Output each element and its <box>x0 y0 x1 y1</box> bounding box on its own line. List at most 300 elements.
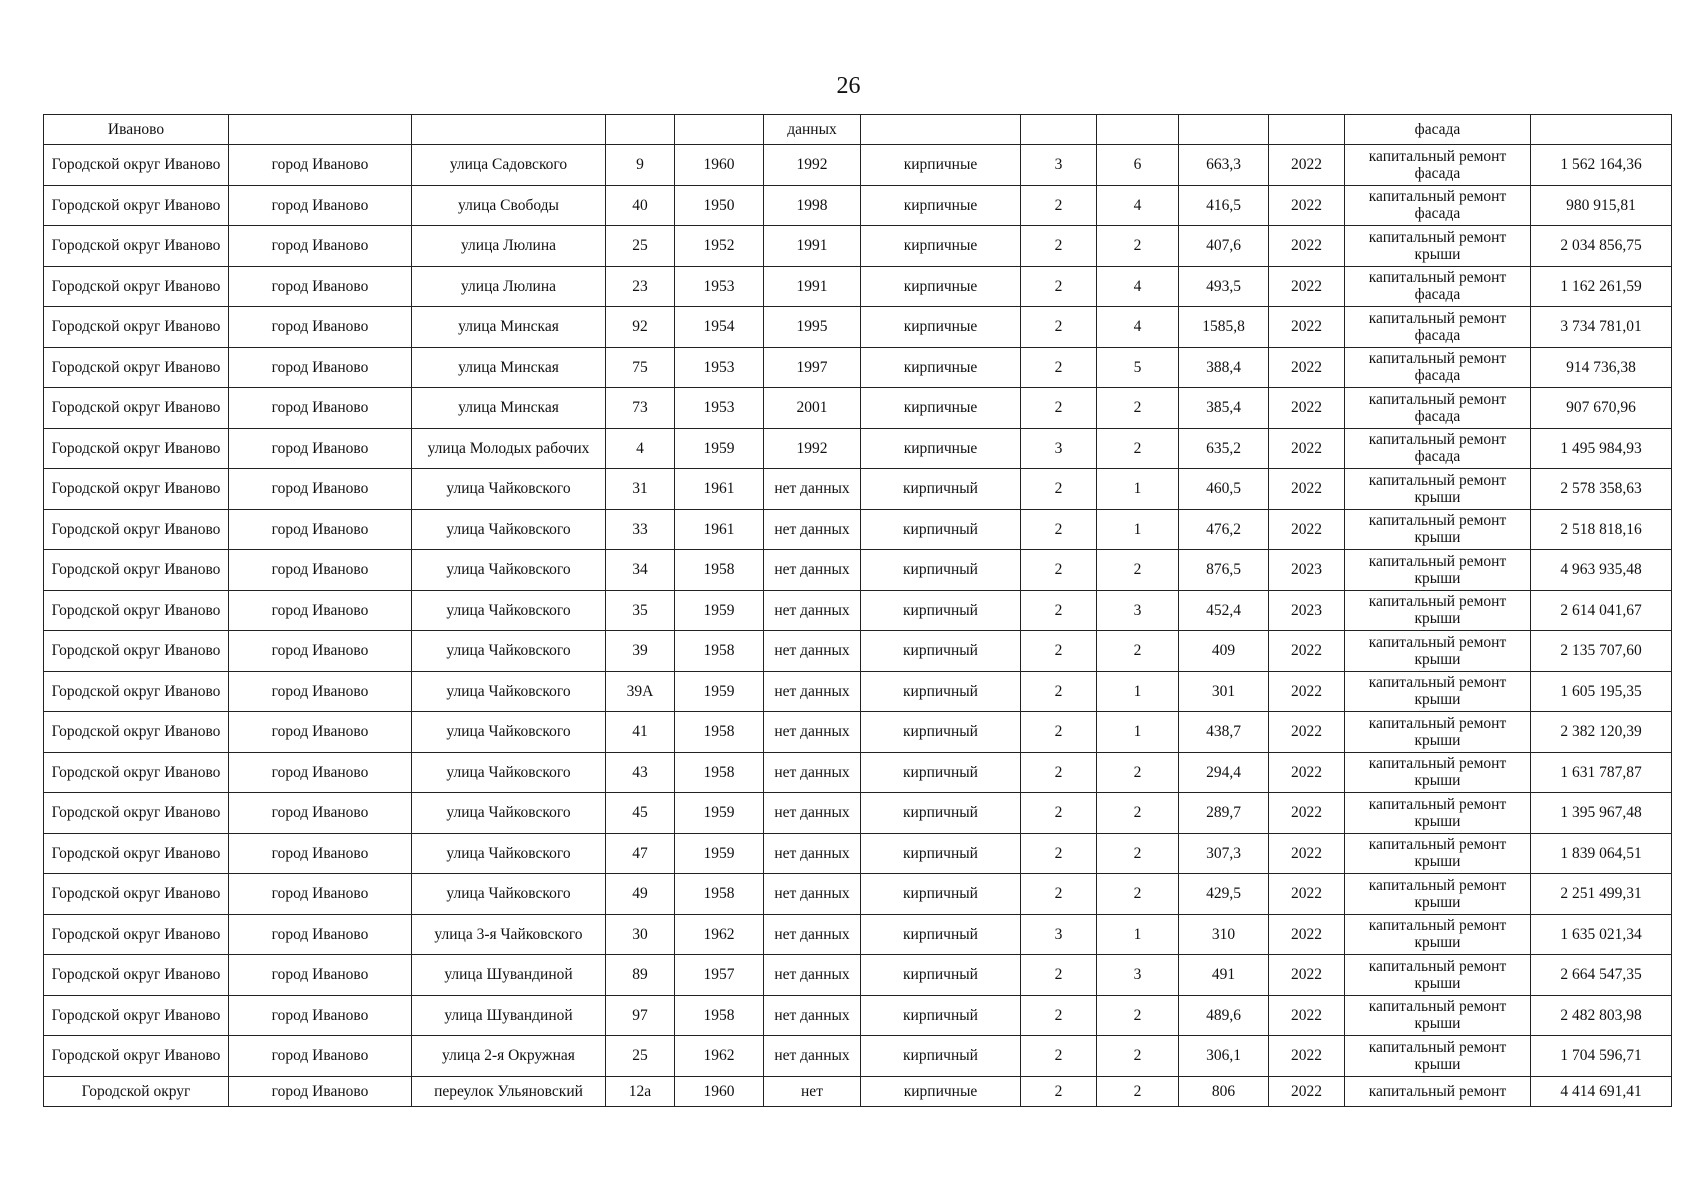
municipality-cell: Городской округ Иваново <box>44 469 229 510</box>
last-repair-year-cell: нет данных <box>764 631 861 672</box>
entrances-cell: 2 <box>1097 428 1179 469</box>
last-repair-year-cell: нет данных <box>764 509 861 550</box>
cost-cell: 2 614 041,67 <box>1531 590 1672 631</box>
work-type-cell: капитальный ремонт фасада <box>1345 266 1531 307</box>
construction-year-cell: 1958 <box>675 752 764 793</box>
construction-year-cell: 1950 <box>675 185 764 226</box>
last-repair-year-cell: нет данных <box>764 550 861 591</box>
planned-year-cell: 2022 <box>1269 226 1345 267</box>
floors-cell: 2 <box>1021 712 1097 753</box>
street-cell: улица Чайковского <box>412 712 606 753</box>
entrances-cell: 2 <box>1097 1076 1179 1106</box>
cost-cell: 1 839 064,51 <box>1531 833 1672 874</box>
wall-material-cell: кирпичные <box>861 226 1021 267</box>
last-repair-year-cell: нет данных <box>764 833 861 874</box>
municipality-cell: Городской округ <box>44 1076 229 1106</box>
wall-material-cell: кирпичный <box>861 712 1021 753</box>
wall-material-cell: кирпичные <box>861 347 1021 388</box>
cost-cell: 4 414 691,41 <box>1531 1076 1672 1106</box>
street-cell: улица Чайковского <box>412 793 606 834</box>
area-cell: 491 <box>1179 955 1269 996</box>
table-body <box>44 115 1672 1107</box>
floors-cell: 2 <box>1021 266 1097 307</box>
settlement-cell: город Иваново <box>229 185 412 226</box>
area-cell: 876,5 <box>1179 550 1269 591</box>
work-type-cell: капитальный ремонт крыши <box>1345 752 1531 793</box>
cost-cell: 2 482 803,98 <box>1531 995 1672 1036</box>
work-type-cell: капитальный ремонт крыши <box>1345 671 1531 712</box>
entrances-cell: 2 <box>1097 388 1179 429</box>
municipality-cell: Городской округ Иваново <box>44 671 229 712</box>
area-cell: 1585,8 <box>1179 307 1269 348</box>
last-repair-year-cell: 2001 <box>764 388 861 429</box>
entrances-cell: 2 <box>1097 1036 1179 1077</box>
planned-year-cell: 2022 <box>1269 712 1345 753</box>
cost-cell: 2 664 547,35 <box>1531 955 1672 996</box>
cost-cell: 2 518 818,16 <box>1531 509 1672 550</box>
wall-material-cell: кирпичный <box>861 793 1021 834</box>
last-repair-year-cell: 1991 <box>764 266 861 307</box>
table-row-partial <box>44 1076 1672 1106</box>
cost-cell: 2 034 856,75 <box>1531 226 1672 267</box>
last-repair-year-cell: данных <box>764 115 861 145</box>
area-cell: 388,4 <box>1179 347 1269 388</box>
table-row <box>44 550 1672 591</box>
area-cell: 460,5 <box>1179 469 1269 510</box>
work-type-cell: капитальный ремонт крыши <box>1345 469 1531 510</box>
house-number-cell: 92 <box>606 307 675 348</box>
entrances-cell: 2 <box>1097 874 1179 915</box>
street-cell: улица Чайковского <box>412 509 606 550</box>
street-cell: улица Чайковского <box>412 590 606 631</box>
cost-cell: 1 395 967,48 <box>1531 793 1672 834</box>
settlement-cell <box>229 115 412 145</box>
municipality-cell: Городской округ Иваново <box>44 712 229 753</box>
planned-year-cell: 2022 <box>1269 1036 1345 1077</box>
entrances-cell <box>1097 115 1179 145</box>
cost-cell: 4 963 935,48 <box>1531 550 1672 591</box>
construction-year-cell: 1958 <box>675 995 764 1036</box>
table-row <box>44 307 1672 348</box>
house-number-cell: 34 <box>606 550 675 591</box>
house-number-cell: 4 <box>606 428 675 469</box>
last-repair-year-cell: нет данных <box>764 874 861 915</box>
entrances-cell: 1 <box>1097 671 1179 712</box>
settlement-cell: город Иваново <box>229 793 412 834</box>
floors-cell: 2 <box>1021 388 1097 429</box>
wall-material-cell: кирпичный <box>861 469 1021 510</box>
municipality-cell: Городской округ Иваново <box>44 1036 229 1077</box>
construction-year-cell: 1960 <box>675 1076 764 1106</box>
settlement-cell: город Иваново <box>229 995 412 1036</box>
area-cell: 289,7 <box>1179 793 1269 834</box>
settlement-cell: город Иваново <box>229 631 412 672</box>
work-type-cell: капитальный ремонт крыши <box>1345 226 1531 267</box>
house-number-cell: 73 <box>606 388 675 429</box>
table-row <box>44 955 1672 996</box>
wall-material-cell: кирпичный <box>861 631 1021 672</box>
wall-material-cell: кирпичные <box>861 185 1021 226</box>
street-cell: улица Минская <box>412 347 606 388</box>
area-cell: 306,1 <box>1179 1036 1269 1077</box>
work-type-cell: капитальный ремонт крыши <box>1345 833 1531 874</box>
floors-cell: 3 <box>1021 914 1097 955</box>
entrances-cell: 3 <box>1097 590 1179 631</box>
street-cell: улица Шувандиной <box>412 995 606 1036</box>
planned-year-cell: 2022 <box>1269 671 1345 712</box>
last-repair-year-cell: 1997 <box>764 347 861 388</box>
house-number-cell: 23 <box>606 266 675 307</box>
planned-year-cell: 2022 <box>1269 793 1345 834</box>
planned-year-cell: 2022 <box>1269 1076 1345 1106</box>
wall-material-cell: кирпичный <box>861 550 1021 591</box>
municipality-cell: Городской округ Иваново <box>44 307 229 348</box>
settlement-cell: город Иваново <box>229 550 412 591</box>
entrances-cell: 4 <box>1097 266 1179 307</box>
municipality-cell: Городской округ Иваново <box>44 955 229 996</box>
last-repair-year-cell: нет данных <box>764 1036 861 1077</box>
continued-row <box>44 115 1672 145</box>
table-row <box>44 752 1672 793</box>
municipality-cell: Городской округ Иваново <box>44 752 229 793</box>
floors-cell: 2 <box>1021 874 1097 915</box>
last-repair-year-cell: нет данных <box>764 793 861 834</box>
entrances-cell: 2 <box>1097 631 1179 672</box>
street-cell: улица Чайковского <box>412 550 606 591</box>
cost-cell: 1 562 164,36 <box>1531 145 1672 186</box>
house-number-cell: 33 <box>606 509 675 550</box>
work-type-cell: капитальный ремонт крыши <box>1345 874 1531 915</box>
cost-cell: 1 631 787,87 <box>1531 752 1672 793</box>
table-row <box>44 1036 1672 1077</box>
work-type-cell: капитальный ремонт крыши <box>1345 995 1531 1036</box>
last-repair-year-cell: нет данных <box>764 914 861 955</box>
municipality-cell: Городской округ Иваново <box>44 914 229 955</box>
work-type-cell: капитальный ремонт крыши <box>1345 955 1531 996</box>
construction-year-cell: 1959 <box>675 428 764 469</box>
street-cell: улица Чайковского <box>412 752 606 793</box>
house-number-cell: 25 <box>606 1036 675 1077</box>
municipality-cell: Городской округ Иваново <box>44 226 229 267</box>
area-cell <box>1179 115 1269 145</box>
house-number-cell: 49 <box>606 874 675 915</box>
wall-material-cell: кирпичные <box>861 145 1021 186</box>
construction-year-cell: 1953 <box>675 266 764 307</box>
house-number-cell <box>606 115 675 145</box>
street-cell: улица 2-я Окружная <box>412 1036 606 1077</box>
settlement-cell: город Иваново <box>229 428 412 469</box>
entrances-cell: 1 <box>1097 469 1179 510</box>
municipality-cell: Городской округ Иваново <box>44 793 229 834</box>
settlement-cell: город Иваново <box>229 874 412 915</box>
last-repair-year-cell: нет данных <box>764 752 861 793</box>
table-row <box>44 145 1672 186</box>
cost-cell: 914 736,38 <box>1531 347 1672 388</box>
cost-cell: 1 605 195,35 <box>1531 671 1672 712</box>
work-type-cell: капитальный ремонт <box>1345 1076 1531 1106</box>
area-cell: 294,4 <box>1179 752 1269 793</box>
settlement-cell: город Иваново <box>229 1076 412 1106</box>
house-number-cell: 45 <box>606 793 675 834</box>
planned-year-cell: 2022 <box>1269 347 1345 388</box>
construction-year-cell: 1954 <box>675 307 764 348</box>
planned-year-cell: 2022 <box>1269 428 1345 469</box>
wall-material-cell <box>861 115 1021 145</box>
municipality-cell: Городской округ Иваново <box>44 428 229 469</box>
wall-material-cell: кирпичный <box>861 914 1021 955</box>
planned-year-cell: 2022 <box>1269 185 1345 226</box>
cost-cell: 1 162 261,59 <box>1531 266 1672 307</box>
entrances-cell: 1 <box>1097 509 1179 550</box>
page-number: 26 <box>836 73 861 99</box>
table-row <box>44 469 1672 510</box>
area-cell: 452,4 <box>1179 590 1269 631</box>
floors-cell: 2 <box>1021 1076 1097 1106</box>
area-cell: 476,2 <box>1179 509 1269 550</box>
floors-cell: 2 <box>1021 955 1097 996</box>
municipality-cell: Городской округ Иваново <box>44 995 229 1036</box>
house-number-cell: 9 <box>606 145 675 186</box>
work-type-cell: капитальный ремонт крыши <box>1345 914 1531 955</box>
municipality-cell: Городской округ Иваново <box>44 590 229 631</box>
wall-material-cell: кирпичный <box>861 752 1021 793</box>
wall-material-cell: кирпичные <box>861 307 1021 348</box>
entrances-cell: 2 <box>1097 226 1179 267</box>
work-type-cell: капитальный ремонт крыши <box>1345 550 1531 591</box>
planned-year-cell: 2022 <box>1269 145 1345 186</box>
house-number-cell: 12а <box>606 1076 675 1106</box>
street-cell: улица Шувандиной <box>412 955 606 996</box>
cost-cell <box>1531 115 1672 145</box>
street-cell: улица Люлина <box>412 226 606 267</box>
floors-cell: 2 <box>1021 347 1097 388</box>
construction-year-cell <box>675 115 764 145</box>
last-repair-year-cell: нет данных <box>764 671 861 712</box>
planned-year-cell: 2022 <box>1269 631 1345 672</box>
settlement-cell: город Иваново <box>229 712 412 753</box>
work-type-cell: капитальный ремонт фасада <box>1345 347 1531 388</box>
construction-year-cell: 1959 <box>675 671 764 712</box>
house-number-cell: 39 <box>606 631 675 672</box>
planned-year-cell: 2022 <box>1269 914 1345 955</box>
work-type-cell: капитальный ремонт крыши <box>1345 793 1531 834</box>
floors-cell: 2 <box>1021 995 1097 1036</box>
cost-cell: 2 251 499,31 <box>1531 874 1672 915</box>
floors-cell: 2 <box>1021 793 1097 834</box>
work-type-cell: капитальный ремонт фасада <box>1345 307 1531 348</box>
floors-cell <box>1021 115 1097 145</box>
construction-year-cell: 1959 <box>675 833 764 874</box>
last-repair-year-cell: 1992 <box>764 145 861 186</box>
street-cell <box>412 115 606 145</box>
cost-cell: 2 382 120,39 <box>1531 712 1672 753</box>
wall-material-cell: кирпичный <box>861 955 1021 996</box>
entrances-cell: 6 <box>1097 145 1179 186</box>
last-repair-year-cell: 1995 <box>764 307 861 348</box>
housing-registry-table <box>43 114 1672 1107</box>
municipality-cell: Городской округ Иваново <box>44 185 229 226</box>
wall-material-cell: кирпичный <box>861 995 1021 1036</box>
planned-year-cell: 2023 <box>1269 590 1345 631</box>
municipality-cell: Городской округ Иваново <box>44 388 229 429</box>
work-type-cell: капитальный ремонт фасада <box>1345 185 1531 226</box>
construction-year-cell: 1952 <box>675 226 764 267</box>
floors-cell: 2 <box>1021 590 1097 631</box>
last-repair-year-cell: нет <box>764 1076 861 1106</box>
floors-cell: 2 <box>1021 631 1097 672</box>
street-cell: переулок Ульяновский <box>412 1076 606 1106</box>
area-cell: 438,7 <box>1179 712 1269 753</box>
area-cell: 301 <box>1179 671 1269 712</box>
planned-year-cell: 2022 <box>1269 509 1345 550</box>
construction-year-cell: 1957 <box>675 955 764 996</box>
area-cell: 307,3 <box>1179 833 1269 874</box>
settlement-cell: город Иваново <box>229 388 412 429</box>
planned-year-cell: 2023 <box>1269 550 1345 591</box>
area-cell: 385,4 <box>1179 388 1269 429</box>
entrances-cell: 2 <box>1097 833 1179 874</box>
entrances-cell: 1 <box>1097 712 1179 753</box>
entrances-cell: 2 <box>1097 550 1179 591</box>
entrances-cell: 1 <box>1097 914 1179 955</box>
entrances-cell: 3 <box>1097 955 1179 996</box>
work-type-cell: капитальный ремонт крыши <box>1345 631 1531 672</box>
settlement-cell: город Иваново <box>229 145 412 186</box>
table-row <box>44 428 1672 469</box>
last-repair-year-cell: 1992 <box>764 428 861 469</box>
street-cell: улица Молодых рабочих <box>412 428 606 469</box>
floors-cell: 2 <box>1021 185 1097 226</box>
table-row <box>44 671 1672 712</box>
municipality-cell: Городской округ Иваново <box>44 874 229 915</box>
planned-year-cell: 2022 <box>1269 307 1345 348</box>
construction-year-cell: 1958 <box>675 874 764 915</box>
table-row <box>44 590 1672 631</box>
construction-year-cell: 1961 <box>675 469 764 510</box>
municipality-cell: Городской округ Иваново <box>44 509 229 550</box>
construction-year-cell: 1962 <box>675 1036 764 1077</box>
cost-cell: 907 670,96 <box>1531 388 1672 429</box>
street-cell: улица Минская <box>412 388 606 429</box>
wall-material-cell: кирпичные <box>861 1076 1021 1106</box>
entrances-cell: 2 <box>1097 995 1179 1036</box>
house-number-cell: 97 <box>606 995 675 1036</box>
last-repair-year-cell: нет данных <box>764 712 861 753</box>
floors-cell: 3 <box>1021 428 1097 469</box>
municipality-cell: Городской округ Иваново <box>44 833 229 874</box>
street-cell: улица Люлина <box>412 266 606 307</box>
construction-year-cell: 1959 <box>675 590 764 631</box>
floors-cell: 2 <box>1021 833 1097 874</box>
settlement-cell: город Иваново <box>229 833 412 874</box>
cost-cell: 2 135 707,60 <box>1531 631 1672 672</box>
house-number-cell: 43 <box>606 752 675 793</box>
street-cell: улица Чайковского <box>412 874 606 915</box>
house-number-cell: 47 <box>606 833 675 874</box>
wall-material-cell: кирпичный <box>861 874 1021 915</box>
wall-material-cell: кирпичные <box>861 266 1021 307</box>
cost-cell: 1 704 596,71 <box>1531 1036 1672 1077</box>
house-number-cell: 40 <box>606 185 675 226</box>
street-cell: улица 3-я Чайковского <box>412 914 606 955</box>
entrances-cell: 4 <box>1097 185 1179 226</box>
floors-cell: 2 <box>1021 307 1097 348</box>
entrances-cell: 4 <box>1097 307 1179 348</box>
entrances-cell: 2 <box>1097 793 1179 834</box>
last-repair-year-cell: 1991 <box>764 226 861 267</box>
settlement-cell: город Иваново <box>229 509 412 550</box>
table-row <box>44 185 1672 226</box>
construction-year-cell: 1953 <box>675 388 764 429</box>
table-row <box>44 226 1672 267</box>
planned-year-cell: 2022 <box>1269 266 1345 307</box>
entrances-cell: 5 <box>1097 347 1179 388</box>
floors-cell: 3 <box>1021 145 1097 186</box>
work-type-cell: капитальный ремонт фасада <box>1345 145 1531 186</box>
construction-year-cell: 1959 <box>675 793 764 834</box>
entrances-cell: 2 <box>1097 752 1179 793</box>
area-cell: 635,2 <box>1179 428 1269 469</box>
table-row <box>44 388 1672 429</box>
table-row <box>44 914 1672 955</box>
last-repair-year-cell: нет данных <box>764 469 861 510</box>
work-type-cell: капитальный ремонт фасада <box>1345 388 1531 429</box>
wall-material-cell: кирпичные <box>861 428 1021 469</box>
settlement-cell: город Иваново <box>229 307 412 348</box>
work-type-cell: фасада <box>1345 115 1531 145</box>
area-cell: 493,5 <box>1179 266 1269 307</box>
wall-material-cell: кирпичный <box>861 1036 1021 1077</box>
municipality-cell: Городской округ Иваново <box>44 347 229 388</box>
cost-cell: 3 734 781,01 <box>1531 307 1672 348</box>
last-repair-year-cell: нет данных <box>764 590 861 631</box>
settlement-cell: город Иваново <box>229 266 412 307</box>
last-repair-year-cell: нет данных <box>764 995 861 1036</box>
construction-year-cell: 1960 <box>675 145 764 186</box>
house-number-cell: 89 <box>606 955 675 996</box>
table-row <box>44 833 1672 874</box>
house-number-cell: 35 <box>606 590 675 631</box>
floors-cell: 2 <box>1021 1036 1097 1077</box>
house-number-cell: 31 <box>606 469 675 510</box>
work-type-cell: капитальный ремонт фасада <box>1345 428 1531 469</box>
settlement-cell: город Иваново <box>229 671 412 712</box>
house-number-cell: 30 <box>606 914 675 955</box>
street-cell: улица Чайковского <box>412 631 606 672</box>
area-cell: 429,5 <box>1179 874 1269 915</box>
work-type-cell: капитальный ремонт крыши <box>1345 1036 1531 1077</box>
construction-year-cell: 1958 <box>675 631 764 672</box>
area-cell: 806 <box>1179 1076 1269 1106</box>
street-cell: улица Чайковского <box>412 833 606 874</box>
area-cell: 409 <box>1179 631 1269 672</box>
settlement-cell: город Иваново <box>229 1036 412 1077</box>
municipality-cell: Городской округ Иваново <box>44 550 229 591</box>
planned-year-cell <box>1269 115 1345 145</box>
house-number-cell: 25 <box>606 226 675 267</box>
wall-material-cell: кирпичный <box>861 833 1021 874</box>
construction-year-cell: 1962 <box>675 914 764 955</box>
street-cell: улица Чайковского <box>412 469 606 510</box>
settlement-cell: город Иваново <box>229 590 412 631</box>
settlement-cell: город Иваново <box>229 914 412 955</box>
wall-material-cell: кирпичные <box>861 388 1021 429</box>
table-row <box>44 509 1672 550</box>
area-cell: 663,3 <box>1179 145 1269 186</box>
municipality-cell: Городской округ Иваново <box>44 266 229 307</box>
house-number-cell: 41 <box>606 712 675 753</box>
work-type-cell: капитальный ремонт крыши <box>1345 712 1531 753</box>
